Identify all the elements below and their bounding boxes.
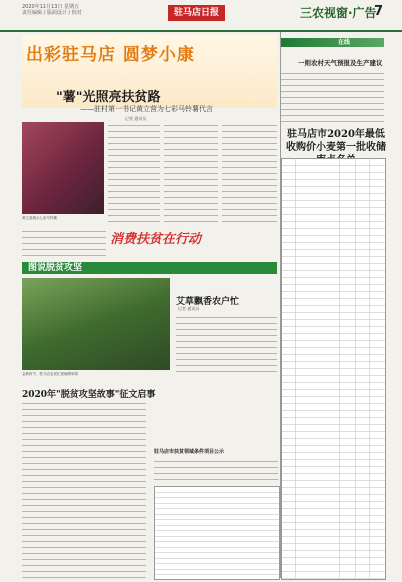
story2-byline: 记者 通讯员 — [178, 306, 200, 311]
page-number: 7 — [374, 4, 384, 19]
right-tag-bar — [281, 38, 384, 47]
banner-title: 出彩驻马店 圆梦小康 — [26, 45, 195, 65]
village-photo — [22, 278, 170, 370]
project-table — [154, 486, 280, 580]
text-column — [164, 122, 218, 226]
wheat-title: 驻马店市2020年最低收购价小麦第一批收储 — [286, 129, 386, 153]
section-title: 三农视窗·广告 — [300, 6, 377, 20]
header-editor: 责任编辑 / 版面设计 / 校对 — [22, 10, 82, 16]
weather-title: 一则农村天气预报及生产建议 — [298, 59, 383, 67]
notice-title: 驻马店市扶贫领域条件项目公示 — [154, 449, 225, 455]
text-column — [222, 122, 277, 226]
text-column — [108, 122, 160, 226]
slogan: 消费扶贫在行动 — [110, 232, 202, 247]
text-column — [154, 458, 278, 484]
newspaper-logo: 驻马店日报 — [168, 5, 225, 21]
potato-photo — [22, 122, 104, 214]
story2-title: 艾草飘香农户忙 — [176, 297, 240, 307]
text-column — [22, 228, 106, 258]
essay-title: 2020年"脱贫攻坚故事"征文启事 — [22, 390, 156, 400]
lead-byline: 记者 通讯员 — [125, 116, 147, 121]
right-tag-label: 在线 — [338, 39, 351, 46]
granary-table-columns — [281, 158, 384, 578]
strip-label: 图说脱贫攻坚 — [28, 263, 83, 273]
header-date: 2020年11月13日 星期五 — [22, 4, 80, 10]
text-column — [22, 400, 146, 578]
header-meta — [22, 4, 82, 16]
text-column — [176, 314, 277, 374]
lead-title: "薯"光照亮扶贫路 — [56, 90, 161, 105]
photo-caption-2: 金秋时节，驻马店农民忙着晾晒草席 — [22, 372, 78, 376]
text-column — [281, 70, 384, 122]
photo-caption: 黄立营展示七彩马铃薯 — [22, 216, 57, 220]
lead-subtitle: ——驻村第一书记黄立营为七彩马铃薯代言 — [80, 105, 213, 113]
